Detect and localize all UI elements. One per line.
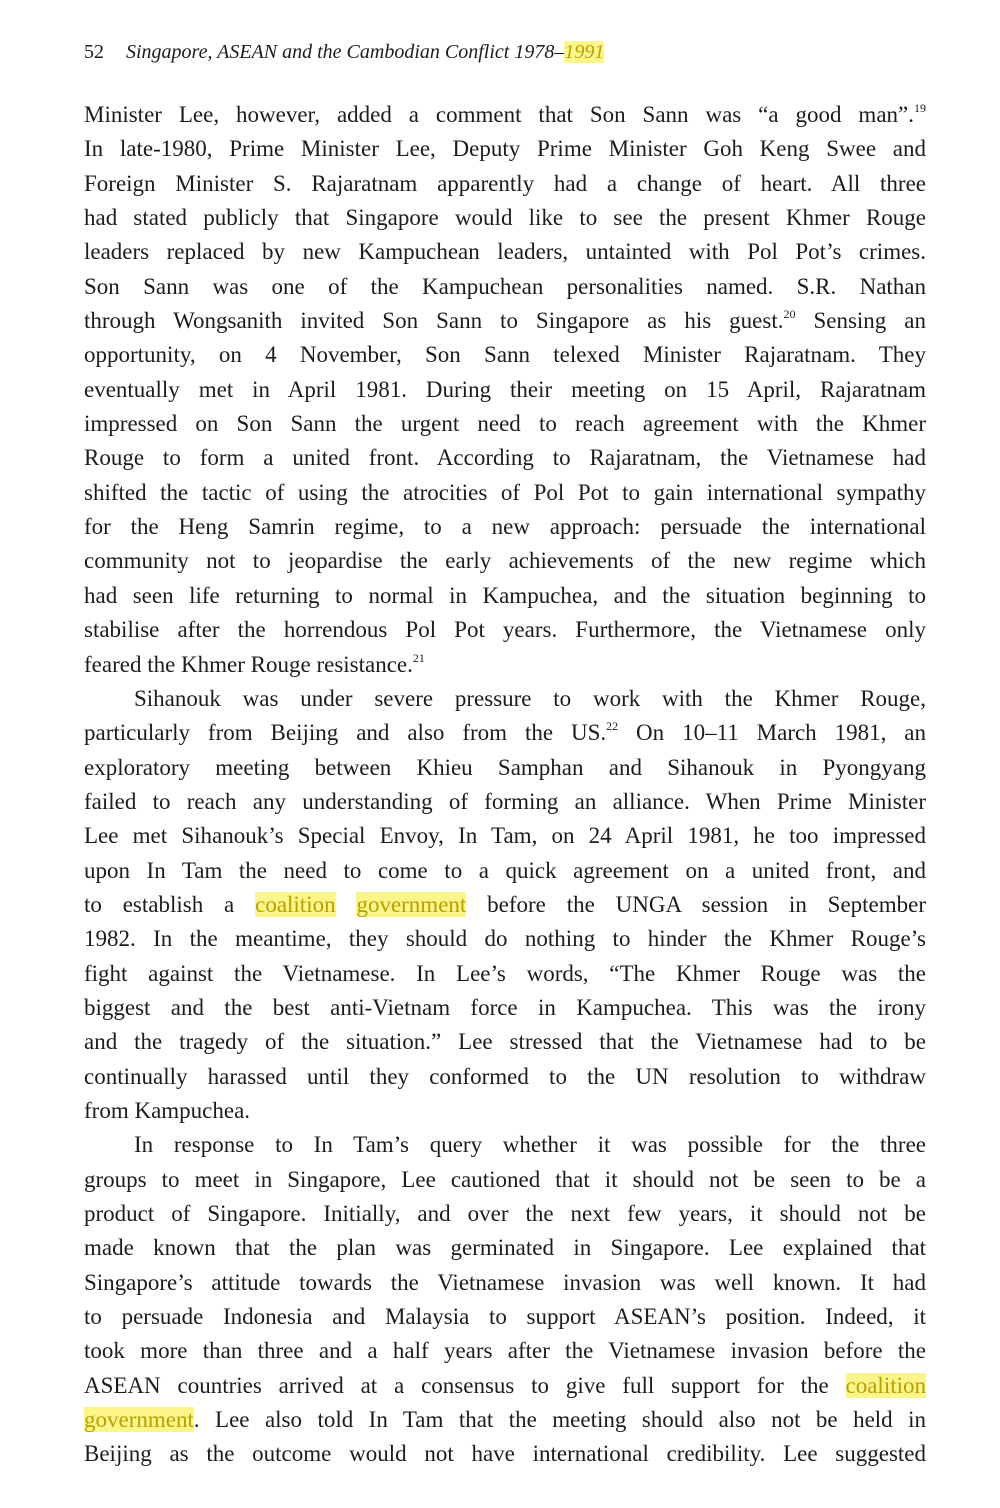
footnote-marker: 22 (606, 719, 619, 734)
text-line: community not to jeopardise the early achievements of the new regime which (84, 548, 926, 574)
text-line: biggest and the best anti-Vietnam force in Kampuchea. This was the irony (84, 994, 926, 1020)
line-text: before the UNGA session in September (466, 891, 926, 917)
text-line: fight against the Vietnamese. In Lee’s words, “The Khmer Rouge was the (84, 960, 926, 986)
text-line: had seen life returning to normal in Kampuchea, and the situation beginning to (84, 582, 926, 608)
line-text: ASEAN countries arrived at a consensus to give full support for the (84, 1372, 846, 1398)
text-line (84, 1369, 926, 1403)
text-line: stabilise after the horrendous Pol Pot years. Furthermore, the Vietnamese only (84, 617, 926, 643)
text-line (84, 304, 926, 338)
line-text: feared the Khmer Rouge resistance. (84, 651, 413, 677)
text-line: groups to meet in Singapore, Lee cautioned that it should not be seen to be a (84, 1166, 926, 1192)
footnote-marker: 19 (914, 101, 926, 115)
text-line (84, 648, 926, 682)
line-text: through Wongsanith invited Son Sann to Singapore as his guest. (84, 308, 784, 334)
text-line: Beijing as the outcome would not have international credibility. Lee suggested (84, 1441, 926, 1467)
text-line: from Kampuchea. (84, 1097, 251, 1123)
line-text: . Lee also told In Tam that the meeting should also not be held in (193, 1407, 926, 1433)
text-line: impressed on Son Sann the urgent need to reach agreement with the Khmer (84, 411, 926, 437)
text-line: leaders replaced by new Kampuchean leaders, untainted with Pol Pot’s crimes. (84, 239, 926, 265)
running-head (84, 38, 604, 66)
page-number: 52 (84, 41, 104, 63)
text-line: Lee met Sihanouk’s Special Envoy, In Tam, on 24 April 1981, he too impressed (84, 823, 926, 849)
text-line (84, 1403, 926, 1437)
text-line: product of Singapore. Initially, and over the next few years, it should not be (84, 1201, 926, 1226)
text-line: shifted the tactic of using the atrocities of Pol Pot to gain international sympathy (84, 479, 926, 505)
text-line: to persuade Indonesia and Malaysia to support ASEAN’s position. Indeed, it (84, 1304, 926, 1330)
line-text: On 10–11 March 1981, an (618, 720, 926, 746)
text-line: eventually met in April 1981. During their meeting on 15 April, Rajaratnam (84, 376, 926, 402)
text-line: took more than three and a half years after the Vietnamese invasion before the (84, 1338, 926, 1364)
text-line: In response to In Tam’s query whether it was possible for the three (134, 1132, 926, 1158)
highlighted-year: 1991 (564, 41, 605, 63)
book-title (126, 41, 604, 63)
text-line (84, 716, 926, 750)
text-line: and the tragedy of the situation.” Lee stressed that the Vietnamese had to be (84, 1029, 926, 1055)
text-line: Singapore’s attitude towards the Vietnamese invasion was well known. It had (84, 1269, 926, 1295)
text-line: upon In Tam the need to come to a quick agreement on a united front, and (84, 857, 926, 883)
body-text (84, 98, 926, 1472)
text-line: In late-1980, Prime Minister Lee, Deputy Prime Minister Goh Keng Swee and (84, 136, 926, 162)
text-line: 1982. In the meantime, they should do nothing to hinder the Khmer Rouge’s (84, 926, 926, 952)
line-text: to establish a (84, 891, 256, 917)
footnote-marker: 21 (412, 650, 425, 665)
text-line: Sihanouk was under severe pressure to work with the Khmer Rouge, (134, 685, 926, 711)
text-line: Son Sann was one of the Kampuchean personalities named. S.R. Nathan (84, 273, 926, 299)
highlighted-phrase: government (356, 891, 467, 917)
line-text: particularly from Beijing and also from the US. (84, 720, 607, 746)
text-line: failed to reach any understanding of forming an alliance. When Prime Minister (84, 788, 926, 814)
highlighted-phrase: government (84, 1407, 194, 1433)
highlighted-phrase: coalition (845, 1372, 926, 1398)
footnote-marker: 20 (783, 307, 796, 322)
text-line: continually harassed until they conformed to the UN resolution to withdraw (84, 1063, 926, 1089)
line-text: Minister Lee, however, added a comment that Son Sann was “a good man”. (84, 102, 914, 127)
text-line: Rouge to form a united front. According to Rajaratnam, the Vietnamese had (84, 445, 926, 471)
text-line: had stated publicly that Singapore would like to see the present Khmer Rouge (84, 205, 926, 231)
text-line: for the Heng Samrin regime, to a new approach: persuade the international (84, 514, 926, 540)
book-title-text: Singapore, ASEAN and the Cambodian Conflict 1978– (126, 41, 565, 63)
text-line: made known that the plan was germinated in Singapore. Lee explained that (84, 1235, 926, 1261)
text-line: exploratory meeting between Khieu Samphan and Sihanouk in Pyongyang (84, 754, 926, 780)
text-line (84, 98, 926, 132)
text-line (84, 888, 926, 922)
text-line: opportunity, on 4 November, Son Sann telexed Minister Rajaratnam. They (84, 342, 926, 368)
text-line: Foreign Minister S. Rajaratnam apparently had a change of heart. All three (84, 170, 926, 196)
line-text: Sensing an (795, 308, 926, 334)
highlighted-phrase: coalition (255, 891, 336, 917)
